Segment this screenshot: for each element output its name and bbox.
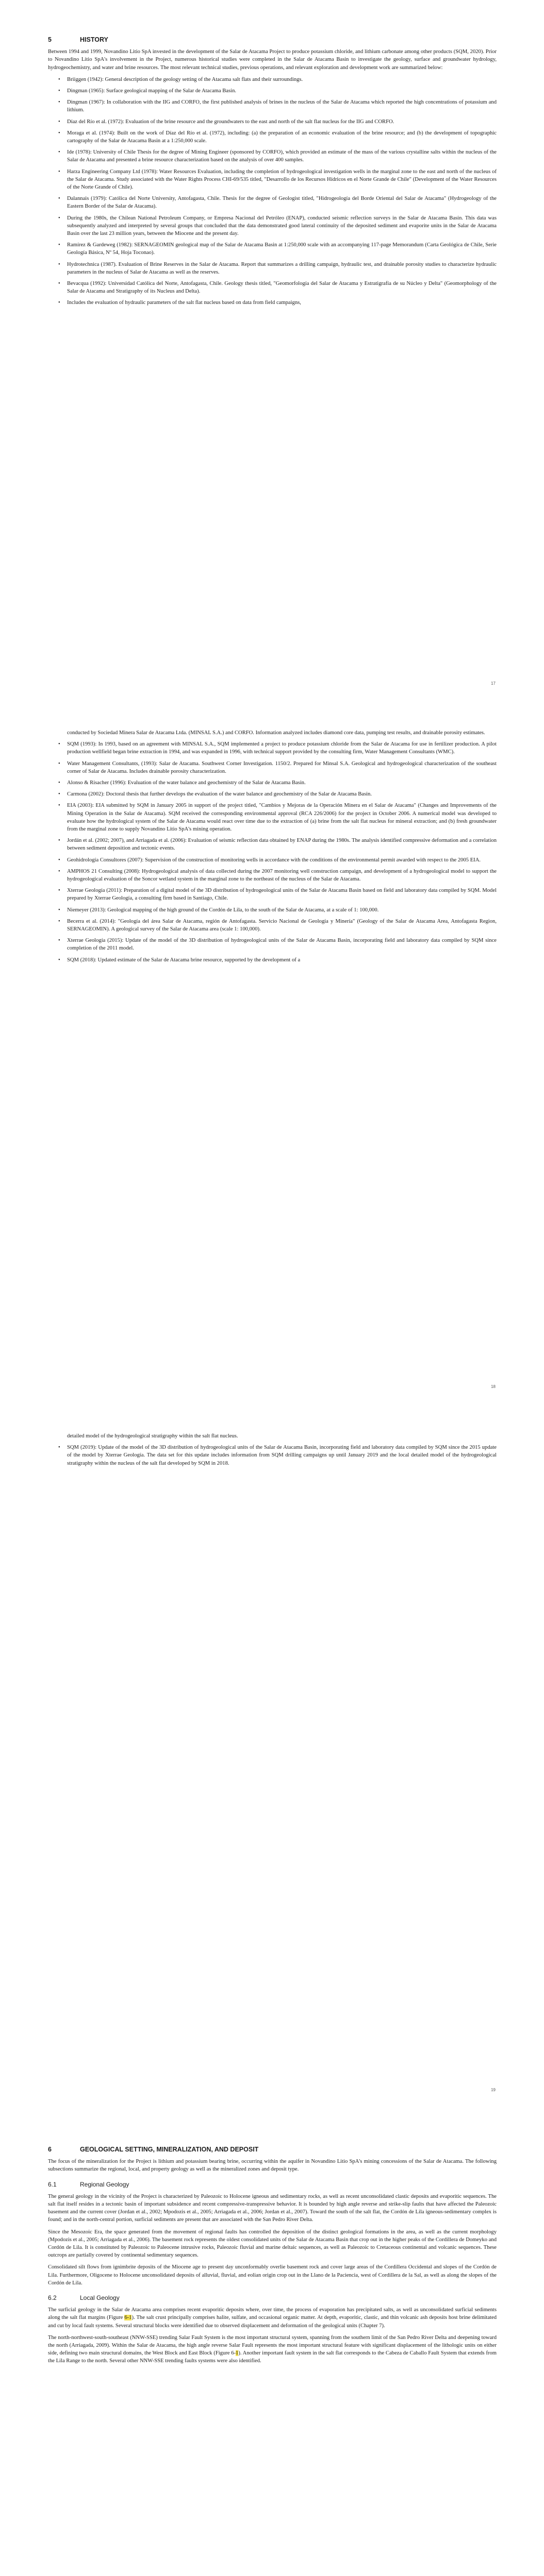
list-item: • Alonso & Risacher (1996): Evaluation of the water balance and geochemistry of the Salar de Atacama Basin. <box>48 779 497 787</box>
history-list-continued <box>48 1444 497 1467</box>
paragraph-text: ). Another important fault system in the salt flat corresponds to the Cabeza de Caballo Fault System that extends from the Lila Range to the north. Several other NNW-SSE trending faults systems were also identified. <box>48 2350 497 2364</box>
figure-reference-link[interactable]: 1 <box>236 2350 239 2357</box>
page-4 <box>0 2110 544 2576</box>
list-item: • Ramírez & Gardeweg (1982): SERNAGEOMIN geological map of the Salar de Atacama Basin at 1:250,000 scale with an accompanying 117-page Memorandum (Carta Geológica de Chile, Serie Geología Básica, Nº 54, Hoja Toconao). <box>48 241 497 257</box>
subsection-number: 6.2 <box>48 2294 57 2302</box>
list-item: • EIA (2003): EIA submitted by SQM in January 2005 in support of the project titled, "Cambios y Mejoras de la Operación Minera en el Salar de Atacama" (Changes and Improvements of the Mining Operation in the Salar de Atacama). SQM received the corresponding environmental approval (RCA 226/2006) for the project in October 2006. A numerical model was developed to evaluate how the hydrological system of the Salar de Atacama would react over time due to the extraction of (a) brine from the salt flat nucleus for mineral extraction; and (b) fresh groundwater from the marginal zone to supply Novandino Litio SpA's mining operation. <box>48 802 497 833</box>
page-1 <box>0 0 544 703</box>
paragraph-text: ). The salt crust principally comprises halite, sulfate, and occasional organic matter. At depth, evaporitic, clastic, and thin volcanic ash deposits host brine delimitated and cut by local fault systems. Several structural blocks were identified due to observed displacement and deformation of the geological units (Chapter 7). <box>48 2315 497 2329</box>
list-item: • Hydrotechnica (1987). Evaluation of Brine Reserves in the Salar de Atacama. Report that summarizes a drilling campaign, hydraulic test, and drainable porosity studies to characterize hydraulic parameters in the nucleus of Salar de Atacama as well as the reserves. <box>48 261 497 276</box>
section-number: 5 <box>48 36 52 43</box>
list-item: • Dalannais (1979): Católica del Norte University, Antofagasta, Chile. Thesis for the degree of Geologist titled, "Hidrogeología del Borde Oriental del Salar de Atacama" (Hydrogeology of the Eastern Border of the Salar de Atacama). <box>48 195 497 210</box>
page-2 <box>0 703 544 1406</box>
history-list-continued <box>48 740 497 964</box>
figure-reference-link[interactable]: 6-1 <box>124 2315 132 2321</box>
list-item: • Briiggen (1942): General description of the geology setting of the Atacama salt flats and their surroundings. <box>48 76 497 83</box>
paragraph-text: The north-northwest-south-southeast (NNW-SSE) trending Salar Fault System is the most important structural system, spanning from the southern limit of the San Pedro River Delta and deepening toward the north (Arriagada, 2009). Within the Salar de Atacama, the high angle reverse Salar Fault represents the most important structural feature with significant displacement of the lithologic units on either side, defining two main structural domains, the West Block and East Block (Figure 6- <box>48 2334 497 2357</box>
page-number: 18 <box>491 1384 496 1389</box>
regional-geology-paragraph: Since the Mesozoic Era, the space generated from the movement of regional faults has controlled the deposition of the distinct geological formations in the area, as well as the current morphology (Mpodozis et al., 2005; Arriagada et al., 2006). The basement rock represents the oldest consolidated units of the Salar de Atacama Basin that crop out in the higher peaks of the Cordillera de Domeyko and Cordón de Lila. It is constituted by Paleozoic to Paleocene intrusive rocks, Paleozoic fluvial and marine deltaic sequences, as well as Paleozoic to Cretaceous continental and volcanic sequences. These outcrops are partially covered by continental sedimentary sequences. <box>48 2229 497 2259</box>
list-item: • Xterrae Geología (2015): Update of the model of the 3D distribution of hydrogeological units of the Salar de Atacama Basin, incorporating field and laboratory data compiled by SQM since completion of the 2011 model. <box>48 937 497 952</box>
list-item: • Niemeyer (2013): Geological mapping of the high ground of the Cordón de Lila, to the south of the Salar de Atacama, at a scale of 1: 100,000. <box>48 906 497 914</box>
list-item: • SQM (2018): Updated estimate of the Salar de Atacama brine resource, supported by the development of a <box>48 956 497 964</box>
page-number: 17 <box>491 681 496 686</box>
local-geology-paragraph <box>48 2306 497 2330</box>
page-2-content <box>48 729 497 968</box>
section-6-heading <box>48 2146 497 2154</box>
page-3-content <box>48 1432 497 1471</box>
subsection-6-2-heading <box>48 2294 497 2302</box>
geology-intro: The focus of the mineralization for the Project is lithium and potassium bearing brine, occurring within the aquifer in Novandino Litio SpA's mining concessions of the Salar de Atacama. The following subsections summarize the regional, local, and property geology as well as the mineralized zones and deposit type. <box>48 2159 497 2173</box>
list-item: • Moraga et al. (1974): Built on the work of Díaz del Río et al. (1972), including: (a) the preparation of an economic evaluation of the brine resource; and (b) the development of topographic cartography of the Salar de Atacama Basin at a 1:250,000 scale. <box>48 129 497 145</box>
list-item: • Becerra et al. (2014): "Geología del área Salar de Atacama, región de Antofagasta. Servicio Nacional de Geología y Minería" (Geology of the Salar de Atacama Area, Antofagasta Region, SERNAGEOMIN). A geological survey of the Salar de Atacama area (scale 1: 100,000). <box>48 918 497 933</box>
list-item: • Bevacqua (1992): Universidad Católica del Norte, Antofagasta, Chile. Geology thesis titled, "Geomorfología del Salar de Atacama y Estratigrafía de su Núcleo y Delta" (Geomorphology of the Salar de Atacama and Stratigraphy of its Nucleus and Delta). <box>48 280 497 295</box>
list-item: • Harza Engineering Company Ltd (1978): Water Resources Evaluation, including the completion of hydrogeological investigation wells in the marginal zone to the east and north of the nucleus of the Salar de Atacama. Study associated with the Water Rights Process CHI-69/535 titled, "Desarrollo de los Recursos Hídricos en el Norte Grande de Chile" (Development of the Water Resources of the Norte Grande of Chile). <box>48 168 497 192</box>
list-item: • Carmona (2002): Doctoral thesis that further develops the evaluation of the water balance and geochemistry of the Salar de Atacama Basin. <box>48 790 497 798</box>
regional-geology-paragraph: Consolidated silt flows from ignimbrite deposits of the Miocene age to present day unconformably overlie basement rock and cover large areas of the Cordillera Occidental and slopes of the Cordón de Lila. Furthermore, Oligocene to Holocene unconsolidated deposits of alluvial, fluvial, and eolian origin crop out in the Llano de la Paciencia, west of Cordillera de la Sal, as well as along the slopes of the Cordón de Lila. <box>48 2264 497 2286</box>
page-3 <box>0 1406 544 2110</box>
list-item: • Ide (1978): University of Chile Thesis for the degree of Mining Engineer (sponsored by CORFO), which provided an estimate of the mass of the various crystalline salts within the nucleus of the Salar de Atacama and presented a brine resource characterization based on the analysis of over 400 samples. <box>48 148 497 164</box>
list-item: • Jordán et al. (2002; 2007), and Arriagada et al. (2006): Evaluation of seismic reflection data obtained by ENAP during the 1980s. The analysis identified compressive deformation and a correlation between sediment deposition and tectonic events. <box>48 837 497 852</box>
section-title: GEOLOGICAL SETTING, MINERALIZATION, AND DEPOSIT <box>80 2146 259 2153</box>
list-item: • Xterrae Geología (2011): Preparation of a digital model of the 3D distribution of hydrogeological units of the Salar de Atacama Basin based on field and laboratory data compiled by SQM. Model prepared by Xterrae Geología, a consulting firm based in Santiago, Chile. <box>48 887 497 902</box>
subsection-title: Local Geology <box>80 2294 120 2302</box>
history-list <box>48 76 497 307</box>
subsection-6-1-heading <box>48 2181 497 2189</box>
list-item: • SQM (2019): Update of the model of the 3D distribution of hydrogeological units of the Salar de Atacama Basin, incorporating field and laboratory data compiled by SQM since the 2015 update of the model by Xterrae Geología. The data set for this update includes information from SQM drilling campaigns up until January 2019 and the local detailed model of the hydrogeological stratigraphy within the nucleus of the salt flat developed by SQM in 2018. <box>48 1444 497 1467</box>
paragraph-text: The surficial geology in the Salar de Atacama area comprises recent evaporitic deposits where, over time, the process of evaporation has precipitated salts, as well as unconsolidated surficial sediments along the salt flat margins (Figure <box>48 2307 497 2321</box>
list-item: • SQM (1993): In 1993, based on an agreement with MINSAL S.A., SQM implemented a project to produce potassium chloride from the Salar de Atacama for use in fertilizer production. A pilot production wellfield began brine extraction in 1994, and was expanded in 1996, with technical support provided by the consulting firm, Water Management Consultants (WMC). <box>48 740 497 756</box>
list-item: • AMPHOS 21 Consulting (2008): Hydrogeological analysis of data collected during the 2007 monitoring well construction campaign, and development of a hydrogeological model to support the hydrogeological evaluation of the Soncor wetland system in the marginal zone to the northeast of the nucleus of the Salar de Atacama. <box>48 868 497 883</box>
list-item: • Dingman (1967): In collaboration with the IIG and CORFO, the first published analysis of brines in the nucleus of the Salar de Atacama which reported the high concentrations of potassium and lithium. <box>48 98 497 114</box>
section-title: HISTORY <box>80 36 108 43</box>
page-4-content <box>48 2146 497 2369</box>
section-5-heading <box>48 36 497 44</box>
list-item: • During the 1980s, the Chilean National Petroleum Company, or Empresa Nacional del Petróleo (ENAP), conducted seismic reflection surveys in the Salar de Atacama Basin. This data was subsequently analyzed and interpreted by several groups that concluded that the data demonstrated good lateral continuity of the deposited sediment and evaporite units in the Salar de Atacama Basin over the last 23 million years, between the Miocene and the present day. <box>48 214 497 238</box>
continuation-text: detailed model of the hydrogeological stratigraphy within the salt flat nucleus. <box>67 1433 238 1439</box>
list-item: • Water Management Consultants, (1993): Salar de Atacama. Southwest Corner Investigation. 1150/2. Prepared for Minsal S.A. Geological and hydrogeological characterization of the southeast corner of Salar de Atacama. Includes drainable porosity characterization. <box>48 760 497 775</box>
local-geology-paragraph <box>48 2334 497 2365</box>
subsection-title: Regional Geology <box>80 2180 129 2188</box>
list-item: • Díaz del Río et al. (1972): Evaluation of the brine resource and the groundwaters to the east and north of the salt flat nucleus for the IIG and CORFO. <box>48 118 497 126</box>
subsection-number: 6.1 <box>48 2180 57 2188</box>
page-number: 19 <box>491 2088 496 2092</box>
list-item: • Geohidrología Consultores (2007): Supervision of the construction of monitoring wells in accordance with the conditions of the environmental permit awarded with respect to the 2005 EIA. <box>48 856 497 864</box>
section-number: 6 <box>48 2146 52 2153</box>
history-intro: Between 1994 and 1999, Novandino Litio SpA invested in the development of the Salar de Atacama Project to produce potassium chloride, and lithium carbonate among other products (SQM, 2020). Prior to Novandino Litio SpA's involvement in the Project, numerous historical studies were completed in the Salar de Atacama Basin to investigate the geology, surface and groundwater hydrology, hydrogeochemistry, and water and brine resources. The most relevant technical studies, previous operations, and relevant exploration and development work are summarized below: <box>48 49 497 71</box>
list-item: • Dingman (1965): Surface geological mapping of the Salar de Atacama Basin. <box>48 87 497 95</box>
continuation-text: conducted by Sociedad Minera Salar de Atacama Ltda. (MINSAL S.A.) and CORFO. Information analyzed includes diamond core data, pumping test results, and drainable porosity estimates. <box>67 730 485 736</box>
page-1-content <box>48 36 497 311</box>
regional-geology-paragraph: The general geology in the vicinity of the Project is characterized by Paleozoic to Holocene igneous and sedimentary rocks, as well as recent unconsolidated clastic deposits and evaporitic sequences. The salt flat itself resides in a tectonic basin of important subsidence and recent compressive-transpressive behavior. It is bounded by high angle reverse and strike-slip faults that have affected the Paleozoic basement and the current cover (Jordan et al., 2002; Mpodozis et al., 2005; Arriagada et al., 2006; Jordan et al., 2007). Toward the south of the salt flat, the Cordón de Lila igneous-sedimentary complex is found; and in the north-central portion, surficial sediments are present that are associated with the San Pedro River Delta. <box>48 2193 497 2223</box>
list-item: • Includes the evaluation of hydraulic parameters of the salt flat nucleus based on data from field campaigns, <box>48 299 497 307</box>
